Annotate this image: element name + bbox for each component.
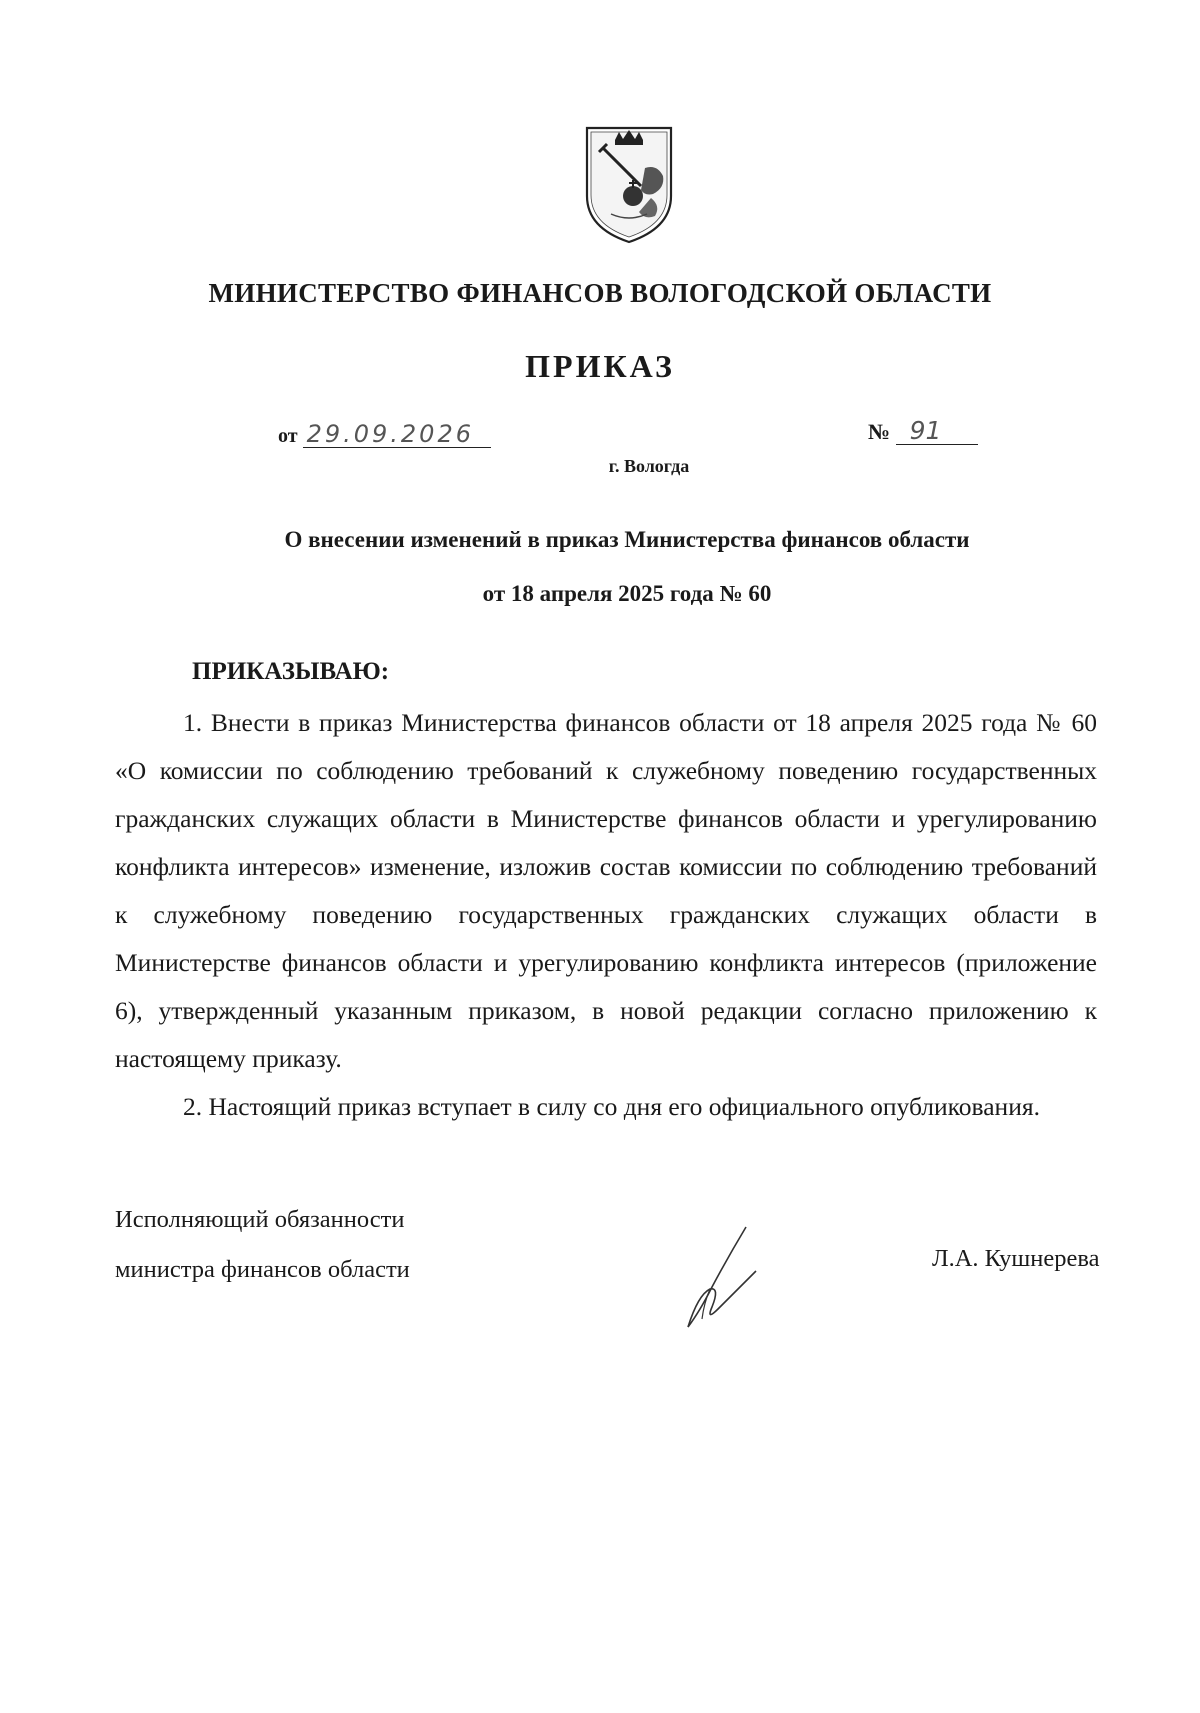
order-heading: ПРИКАЗЫВАЮ: [192, 658, 390, 685]
document-body [115, 699, 1097, 1131]
signer-position-line-1: Исполняющий обязанности [115, 1206, 405, 1233]
signer-name: Л.А. Кушнерева [932, 1245, 1100, 1272]
document-type: ПРИКАЗ [525, 348, 675, 384]
date-value: 29.09.2026 [303, 421, 491, 448]
signer-position-line-2: министра финансов области [115, 1256, 410, 1283]
date-prefix: от [278, 425, 298, 447]
signature-icon [676, 1223, 766, 1331]
date-line [278, 421, 491, 448]
organization-title: МИНИСТЕРСТВО ФИНАНСОВ ВОЛОГОДСКОЙ ОБЛАСТИ [208, 278, 992, 308]
paragraph-2: 2. Настоящий приказ вступает в силу со дня его официального опубликования. [183, 1092, 1040, 1121]
number-prefix: № [868, 419, 891, 444]
number-value: 91 [896, 418, 978, 445]
city-line [0, 456, 1200, 477]
number-line [868, 418, 978, 445]
paragraph-1: 1. Внести в приказ Министерства финансов области от 18 апреля 2025 года № 60 «О комиссии по соблюдению требований к служебному поведению государственных гражданских служащих области в Министерстве финансов области и урегулированию конфликта интересов» изменение, изложив состав комиссии по соблюдению требований к служебному поведению государственных гражданских служащих области в Министерстве финансов области и урегулированию конфликта интересов (приложение 6), утвержденный указанным приказом, в новой редакции согласно приложению к настоящему приказу. [115, 708, 1097, 1073]
document-subject [0, 513, 1200, 621]
city: г. Вологда [608, 456, 690, 476]
subject-line-2: от 18 апреля 2025 года № 60 [482, 581, 772, 606]
signer-position [115, 1195, 410, 1295]
subject-line-1: О внесении изменений в приказ Министерства финансов области [284, 527, 970, 552]
coat-of-arms-icon [581, 124, 677, 246]
